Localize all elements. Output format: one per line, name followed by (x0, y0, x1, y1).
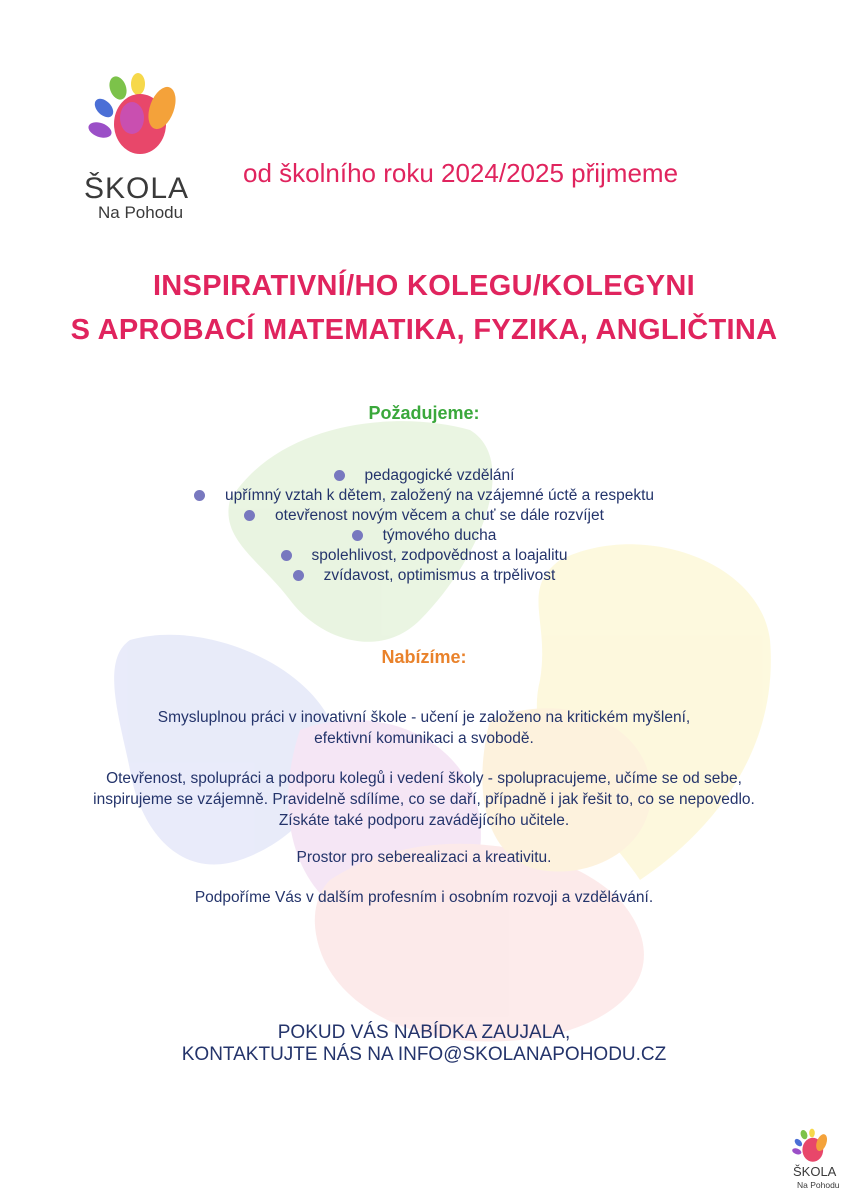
footer-logo-title: ŠKOLA (793, 1164, 837, 1179)
requirements-title: Požadujeme: (368, 403, 480, 423)
bullet-icon (194, 490, 205, 501)
offer-title: Nabízíme: (381, 647, 467, 667)
offer-paragraph-2: Otevřenost, spolupráci a podporu kolegů i vedení školy - spolupracujeme, učíme se od sebe, inspirujeme se vzájemně. Pravidelně sdílíme, co se daří, případně i jak řešit to, co se nepovedlo. Získáte také podporu zavádějícího učitele. (93, 770, 755, 829)
bullet-icon (352, 530, 363, 541)
offer-paragraph-3: Prostor pro seberealizaci a kreativitu. (296, 849, 552, 866)
bullet-icon (293, 570, 304, 581)
intro-subtitle: od školního roku 2024/2025 přijmeme (243, 158, 679, 188)
requirements-list (0, 466, 848, 586)
list-item: týmového ducha (0, 526, 848, 546)
list-item: upřímný vztah k dětem, založený na vzájemné úctě a respektu (0, 486, 848, 506)
footer-logo-subtitle: Na Pohodu (797, 1180, 840, 1190)
offer-paragraph-4: Podpoříme Vás v dalším profesním i osobním rozvoji a vzdělávání. (194, 889, 654, 906)
logo-title: ŠKOLA (84, 172, 190, 205)
list-item: zvídavost, optimismus a trpělivost (0, 566, 848, 586)
list-item: pedagogické vzdělání (0, 466, 848, 486)
list-item: otevřenost novým věcem a chuť se dále rozvíjet (0, 506, 848, 526)
contact-callout: POKUD VÁS NABÍDKA ZAUJALA, KONTAKTUJTE NÁS NA INFO@SKOLANAPOHODU.CZ (0, 1022, 848, 1066)
bullet-icon (281, 550, 292, 561)
bullet-icon (334, 470, 345, 481)
contact-email: KONTAKTUJTE NÁS NA INFO@SKOLANAPOHODU.CZ (181, 1044, 667, 1065)
offer-paragraph-1: Smysluplnou práci v inovativní škole - učení je založeno na kritickém myšlení, efektivní komunikaci a svobodě. (157, 709, 691, 747)
headline-line-1: INSPIRATIVNÍ/HO KOLEGU/KOLEGYNI (152, 270, 696, 302)
bullet-icon (244, 510, 255, 521)
list-item: spolehlivost, zodpovědnost a loajalitu (0, 546, 848, 566)
logo-subtitle: Na Pohodu (98, 203, 184, 222)
headline-line-2: S APROBACÍ MATEMATIKA, FYZIKA, ANGLIČTINA (70, 314, 778, 346)
